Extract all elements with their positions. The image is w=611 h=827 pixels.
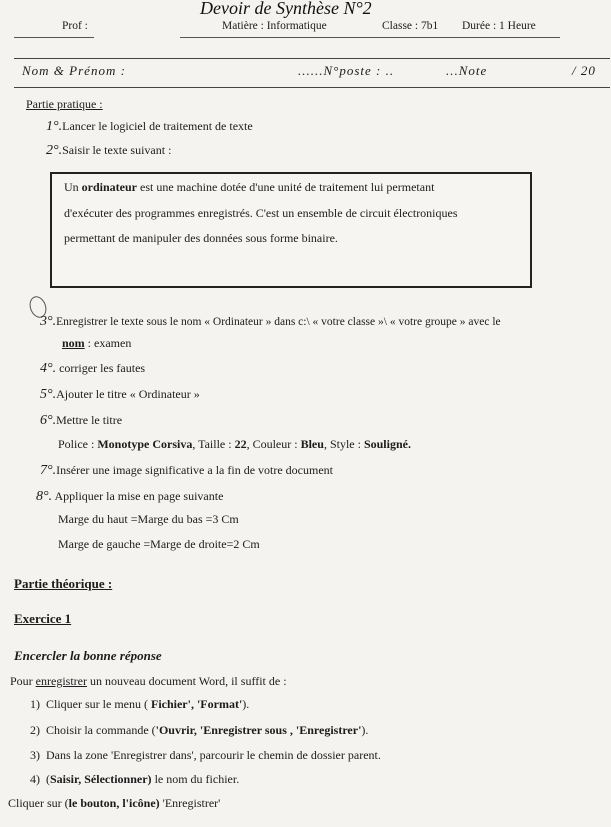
note-label: ...Note: [446, 63, 488, 78]
question-8: [36, 487, 223, 505]
note-total: / 20: [572, 63, 596, 78]
question-number: 2°.: [46, 143, 63, 158]
question-text: corriger les fautes: [56, 361, 146, 375]
question-text: Enregistrer le texte sous le nom « Ordinateur » dans c:\ « votre classe »\ « votre groupe » avec le: [56, 316, 501, 328]
exercice-instruction: Encercler la bonne réponse: [14, 648, 162, 663]
last-step: [8, 796, 220, 811]
format-label: Police :: [58, 437, 98, 451]
item-choice: Fichier', 'Format': [150, 697, 243, 711]
box-line-1: [64, 180, 434, 195]
box-line-2: d'exécuter des programmes enregistrés. C'est un ensemble de circuit électroniques: [64, 206, 458, 220]
item-text: ).: [361, 723, 369, 737]
page-title: Devoir de Synthèse N°2: [200, 0, 372, 18]
box-text: est une machine dotée d'une unité de traitement lui permetant: [137, 180, 435, 194]
question-number: 1°.: [46, 119, 63, 134]
box-bold-word: ordinateur: [81, 180, 138, 194]
question-text: : examen: [84, 336, 132, 350]
poste-label: ......N°poste : ..: [298, 63, 395, 78]
text-to-type-box: [50, 172, 532, 288]
item-text: (: [46, 772, 50, 786]
list-item: [30, 697, 249, 712]
question-6: [40, 411, 122, 429]
item-text: Choisir la commande (: [46, 723, 156, 737]
header-divider: [180, 37, 560, 38]
format-label: , Taille :: [192, 437, 235, 451]
exercice-intro: [10, 674, 287, 689]
question-1: [46, 117, 253, 135]
margin-left-right: Marge de gauche =Marge de droite=2 Cm: [58, 537, 260, 551]
format-label: , Style :: [323, 437, 364, 451]
question-3: [40, 312, 501, 330]
header-divider: [14, 37, 94, 38]
format-value: Bleu: [300, 437, 324, 451]
list-item: [30, 723, 368, 738]
question-2: [46, 141, 171, 159]
duree-label: Durée : 1 Heure: [462, 20, 536, 32]
format-label: , Couleur :: [246, 437, 301, 451]
box-line-3: permettant de manipuler des données sous forme binaire.: [64, 231, 338, 245]
question-text: Appliquer la mise en page suivante: [52, 489, 224, 503]
pratique-heading: Partie pratique :: [26, 97, 103, 111]
question-number: 4°.: [40, 361, 57, 376]
exercice-heading: Exercice 1: [14, 611, 72, 626]
question-text: Insérer une image significative a la fin de votre document: [56, 463, 333, 477]
list-item: [30, 772, 239, 787]
intro-text: Pour: [10, 674, 36, 688]
item-choice: le bouton, l'icône): [68, 796, 160, 810]
format-value: 22: [234, 437, 247, 451]
item-text: ).: [242, 697, 250, 711]
intro-underlined: enregistrer: [35, 674, 87, 688]
question-number: 3°.: [40, 314, 57, 329]
theorique-heading: Partie théorique :: [14, 576, 113, 591]
question-7: [40, 461, 333, 479]
question-number: 7°.: [40, 463, 57, 478]
format-value: Monotype Corsiva: [97, 437, 193, 451]
item-text: 'Enregistrer': [159, 796, 221, 810]
list-item: [30, 748, 381, 763]
item-choice: Saisir, Sélectionner): [50, 772, 152, 786]
question-number: 8°.: [36, 489, 53, 504]
matiere-label: Matière : Informatique: [222, 20, 327, 32]
question-text: Ajouter le titre « Ordinateur »: [56, 387, 200, 401]
question-number: 6°.: [40, 413, 57, 428]
question-number: 5°.: [40, 387, 57, 402]
item-number: 3): [30, 748, 40, 762]
item-text: Dans la zone 'Enregistrer dans', parcourir le chemin de dossier parent.: [46, 748, 381, 762]
nom-prenom-label: Nom & Prénom :: [22, 63, 126, 78]
question-4: [40, 359, 145, 377]
item-text: Cliquer sur le menu (: [46, 697, 151, 711]
format-value: Souligné.: [363, 437, 411, 451]
margin-top-bottom: Marge du haut =Marge du bas =3 Cm: [58, 512, 239, 526]
item-choice: 'Ouvrir, 'Enregistrer sous , 'Enregistrer': [155, 723, 362, 737]
question-3-cont: [62, 336, 131, 351]
nom-underlined: nom: [62, 336, 85, 350]
item-text: le nom du fichier.: [151, 772, 240, 786]
item-number: 2): [30, 723, 40, 737]
item-number: 1): [30, 697, 40, 711]
item-number: 4): [30, 772, 40, 786]
item-text: Cliquer sur (: [8, 796, 69, 810]
box-text: Un: [64, 180, 82, 194]
prof-label: Prof :: [62, 20, 88, 32]
question-6-format: [58, 437, 411, 452]
intro-text: un nouveau document Word, il suffit de :: [86, 674, 287, 688]
question-text: Saisir le texte suivant :: [62, 143, 172, 157]
classe-label: Classe : 7b1: [382, 20, 439, 32]
question-text: Mettre le titre: [56, 413, 123, 427]
question-5: [40, 385, 200, 403]
question-text: Lancer le logiciel de traitement de texte: [62, 119, 253, 133]
